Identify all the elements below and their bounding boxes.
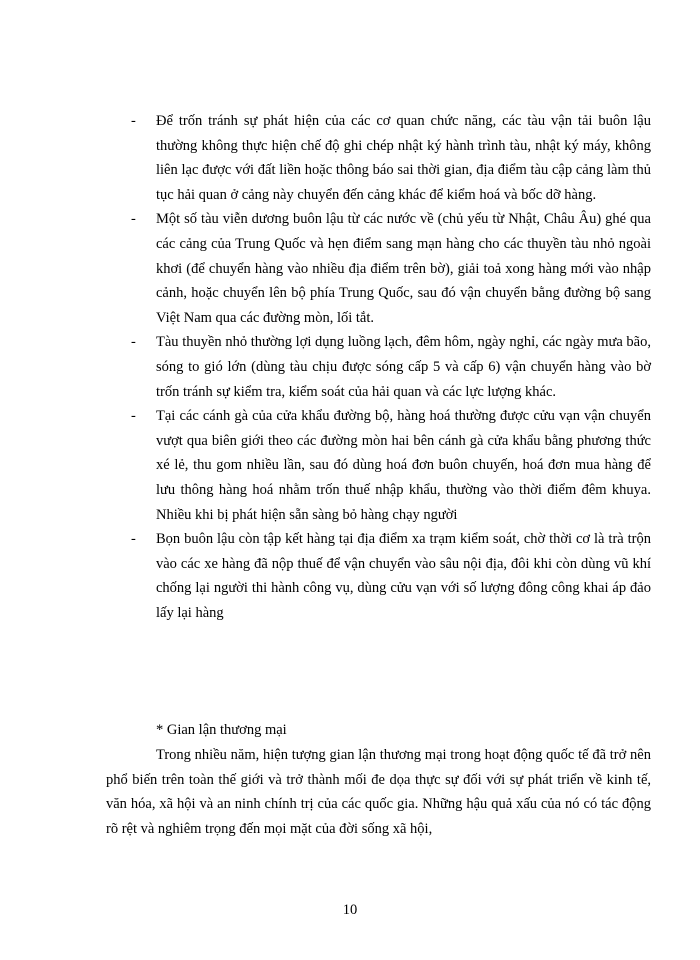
bullet-dash: -: [131, 408, 136, 425]
bullet-dash: -: [131, 334, 136, 351]
bullet-text: Tàu thuyền nhỏ thường lợi dụng luồng lạch, đêm hôm, ngày nghỉ, các ngày mưa bão, sóng to gió lớn (dùng tàu chịu được sóng cấp 5 và cấp 6) vận chuyển hàng vào bờ trốn tránh sự kiểm tra, kiểm soát của hải quan và các lực lượng khác.: [156, 334, 651, 400]
bullet-item: [131, 207, 651, 330]
page-number: 10: [342, 902, 358, 918]
bullet-text: Để trốn tránh sự phát hiện của các cơ quan chức năng, các tàu vận tải buôn lậu thường không thực hiện chế độ ghi chép nhật ký hành trình tàu, nhật ký máy, không liên lạc được với đất liền hoặc thông báo sai thời gian, địa điểm tàu cập cảng làm thủ tục hải quan ở cảng này chuyển đến cảng khác để kiểm hoá và bốc dỡ hàng.: [156, 113, 651, 203]
bullet-dash: -: [131, 531, 136, 548]
bullet-text: Tại các cánh gà của cửa khẩu đường bộ, hàng hoá thường được cửu vạn vận chuyển vượt qua biên giới theo các đường mòn hai bên cánh gà cửa khẩu bằng phương thức xé lẻ, thu gom nhiều lần, sau đó dùng hoá đơn buôn chuyến, hoá đơn mua hàng để lưu thông hàng hoá nhằm trốn thuế nhập khẩu, thường vào thời điểm đêm khuya. Nhiều khi bị phát hiện sẵn sàng bỏ hàng chạy người: [156, 408, 651, 523]
section-heading: * Gian lận thương mại: [156, 722, 287, 738]
bullet-item: [131, 109, 651, 207]
bullet-text: Bọn buôn lậu còn tập kết hàng tại địa điểm xa trạm kiểm soát, chờ thời cơ là trà trộn vào các xe hàng đã nộp thuế để vận chuyển vào sâu nội địa, đôi khi còn dùng vũ khí chống lại người thi hành công vụ, dùng cửu vạn với số lượng đông công khai áp đảo lấy lại hàng: [156, 531, 651, 621]
body-paragraph: Trong nhiều năm, hiện tượng gian lận thương mại trong hoạt động quốc tế đã trở nên phổ biến trên toàn thế giới và trở thành mối đe dọa thực sự đối với sự phát triển về kinh tế, văn hóa, xã hội và an ninh chính trị của các quốc gia. Những hậu quả xấu của nó có tác động rõ rệt và nghiêm trọng đến mọi mặt của đời sống xã hội,: [106, 747, 651, 837]
bullet-item: [131, 404, 651, 527]
bullet-item: [131, 330, 651, 404]
bullet-dash: -: [131, 113, 136, 129]
bullet-list: [131, 109, 651, 625]
bullet-dash: -: [131, 211, 136, 228]
bullet-item: [131, 527, 651, 625]
bullet-text: Một số tàu viễn dương buôn lậu từ các nước về (chủ yếu từ Nhật, Châu Âu) ghé qua các cảng của Trung Quốc và hẹn điểm sang mạn hàng cho các thuyền tàu nhỏ ngoài khơi (để chuyển hàng vào nhiều địa điểm trên bờ), giải toả xong hàng mới vào nhập cảnh, hoặc chuyển lên bộ phía Trung Quốc, sau đó vận chuyển bằng đường bộ sang Việt Nam qua các đường mòn, lối tắt.: [156, 211, 651, 326]
